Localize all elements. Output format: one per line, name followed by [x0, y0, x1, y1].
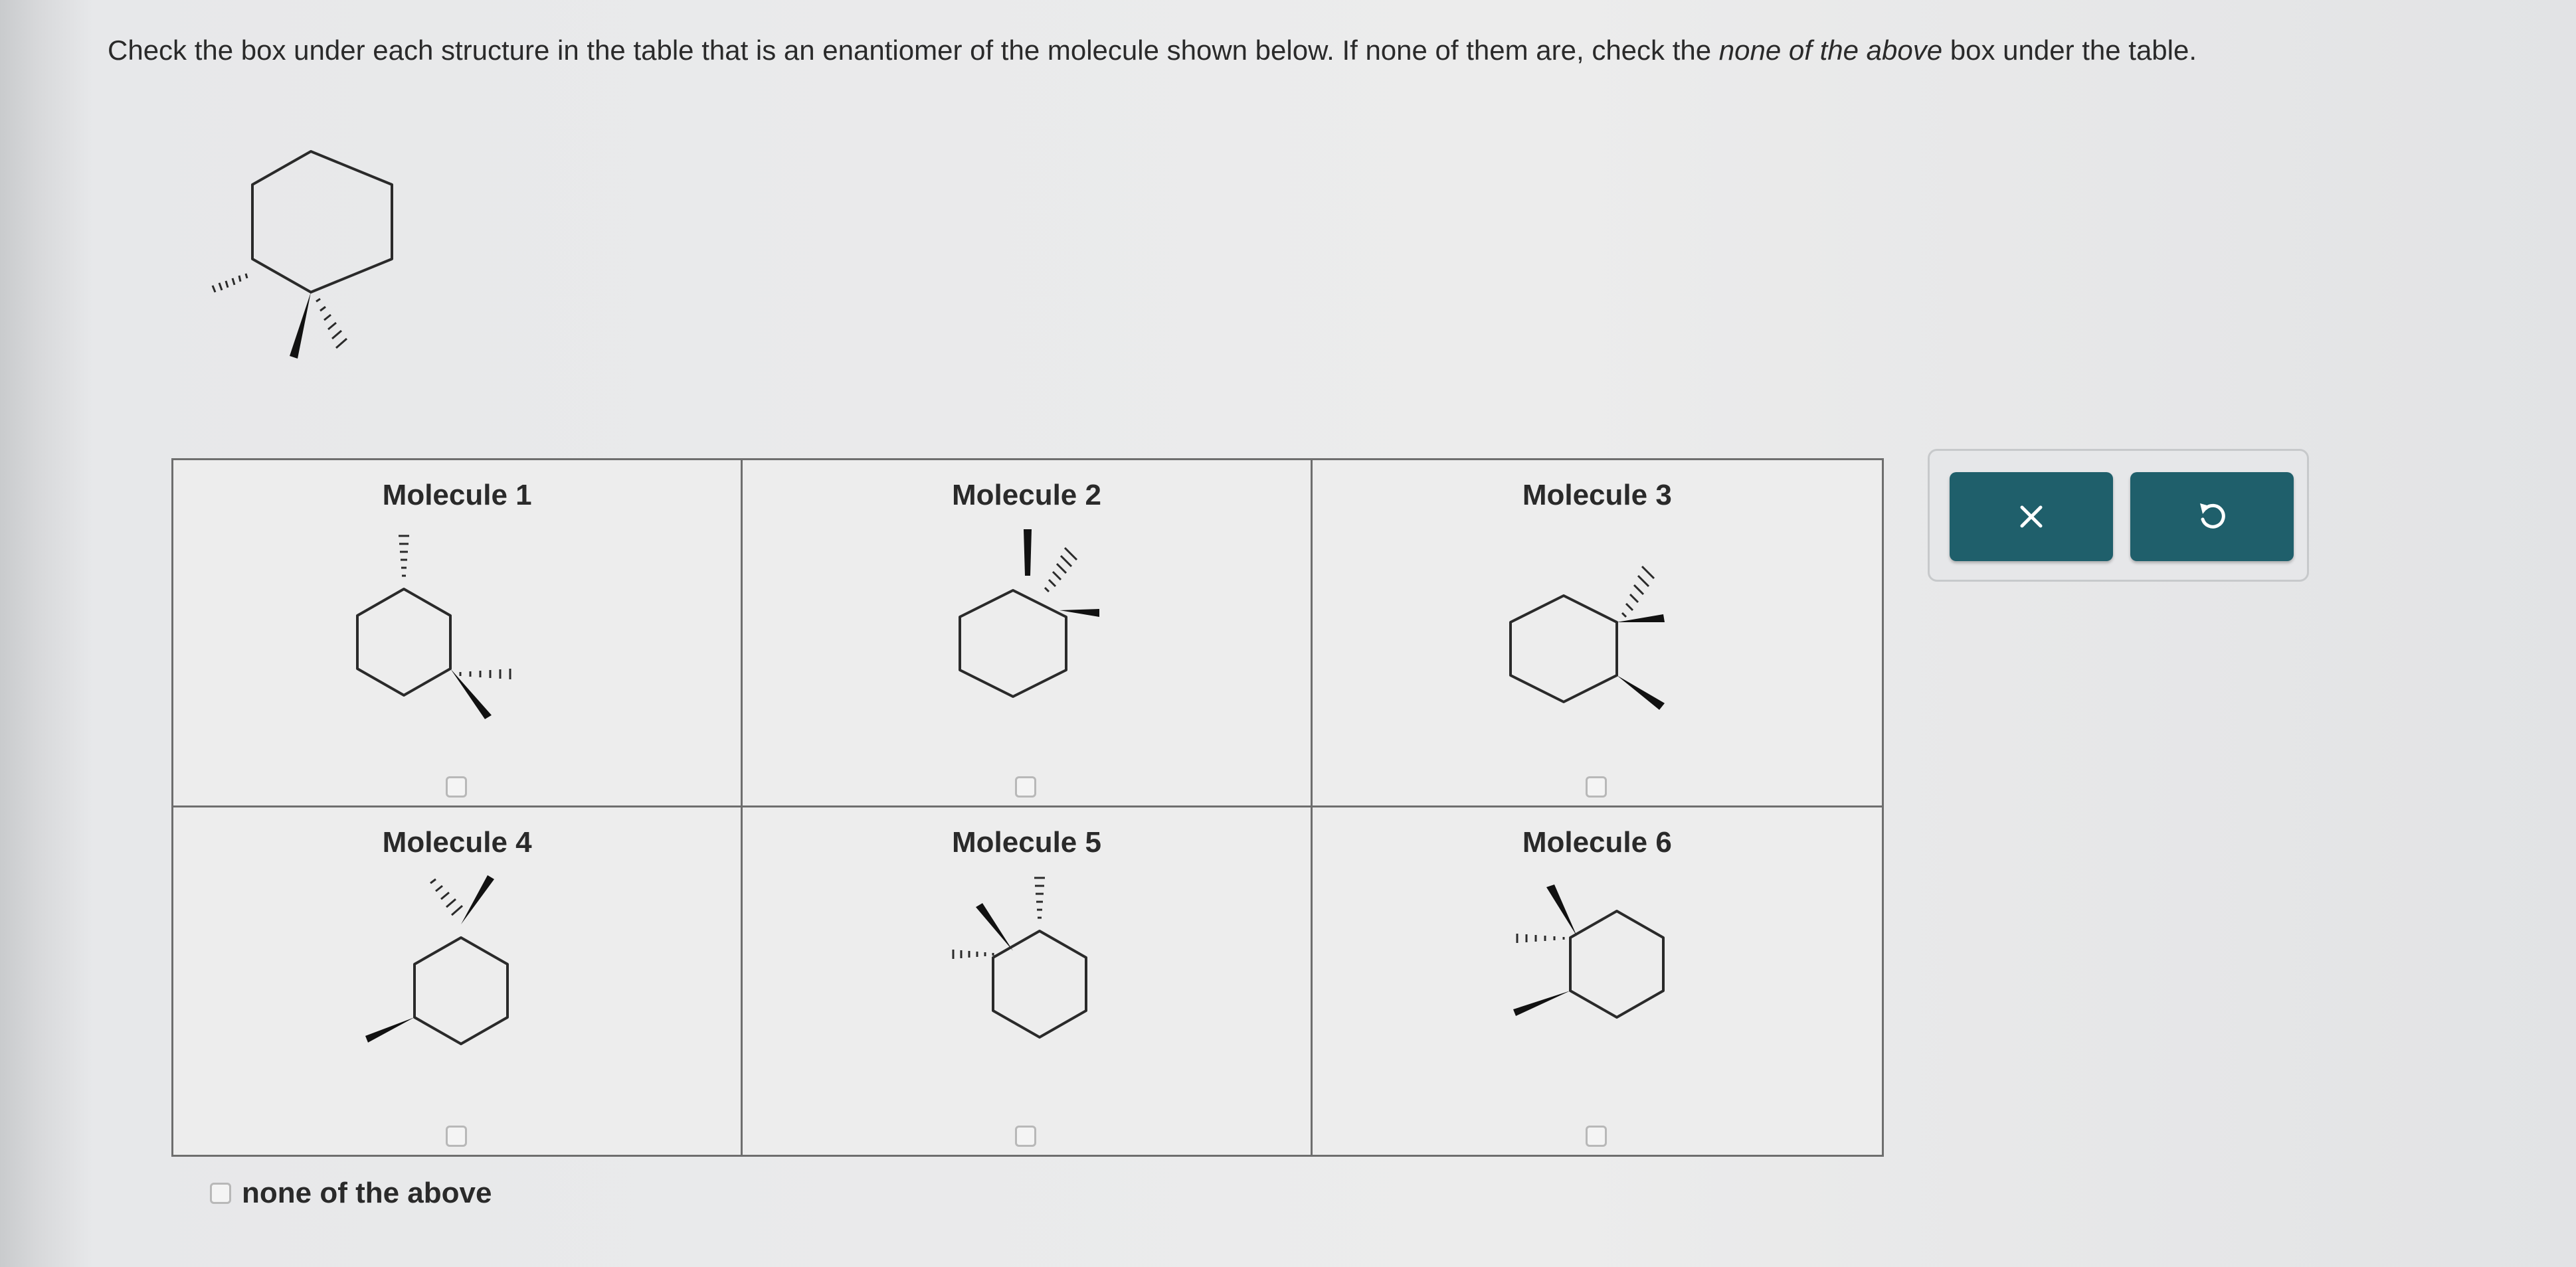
reference-molecule — [199, 139, 412, 379]
question-text-emphasis: none of the above — [1718, 35, 1943, 66]
molecule-5-structure — [907, 863, 1146, 1102]
undo-icon — [2195, 499, 2229, 534]
none-of-the-above-checkbox[interactable] — [210, 1183, 231, 1204]
molecule-title: Molecule 3 — [1522, 479, 1672, 511]
molecule-4-structure — [337, 863, 577, 1102]
hashed-bond — [316, 299, 347, 348]
close-icon — [2015, 501, 2047, 533]
molecule-title: Molecule 5 — [952, 826, 1101, 859]
molecule-2-structure — [907, 516, 1146, 755]
question-text-part: box under the table. — [1942, 35, 2197, 66]
molecule-1-checkbox[interactable] — [446, 776, 467, 798]
none-of-the-above-option[interactable] — [210, 1177, 492, 1210]
molecule-cell — [743, 807, 1312, 1155]
molecule-6-checkbox[interactable] — [1586, 1126, 1607, 1147]
molecule-2-checkbox[interactable] — [1015, 776, 1036, 798]
clear-button[interactable] — [1950, 472, 2113, 561]
hashed-bond — [213, 274, 247, 292]
molecule-title: Molecule 4 — [382, 826, 532, 859]
molecule-cell — [173, 807, 743, 1155]
molecule-6-structure — [1477, 863, 1716, 1102]
molecule-3-structure — [1477, 516, 1716, 755]
molecule-5-checkbox[interactable] — [1015, 1126, 1036, 1147]
action-panel — [1928, 449, 2309, 582]
molecule-title: Molecule 1 — [382, 479, 532, 511]
answer-table — [171, 458, 1884, 1157]
molecule-cell — [743, 460, 1312, 807]
molecule-title: Molecule 2 — [952, 479, 1101, 511]
question-text — [108, 32, 2565, 69]
question-text-part: Check the box under each structure in the table that is an enantiomer of the molecule shown below. If none of them are, check the — [108, 35, 1719, 66]
undo-button[interactable] — [2130, 472, 2294, 561]
molecule-cell — [173, 460, 743, 807]
molecule-cell — [1313, 807, 1882, 1155]
molecule-cell — [1313, 460, 1882, 807]
molecule-1-structure — [337, 516, 577, 755]
wedge-bond — [290, 292, 311, 359]
molecule-title: Molecule 6 — [1522, 826, 1672, 859]
none-of-the-above-label: none of the above — [242, 1177, 492, 1209]
molecule-3-checkbox[interactable] — [1586, 776, 1607, 798]
molecule-4-checkbox[interactable] — [446, 1126, 467, 1147]
